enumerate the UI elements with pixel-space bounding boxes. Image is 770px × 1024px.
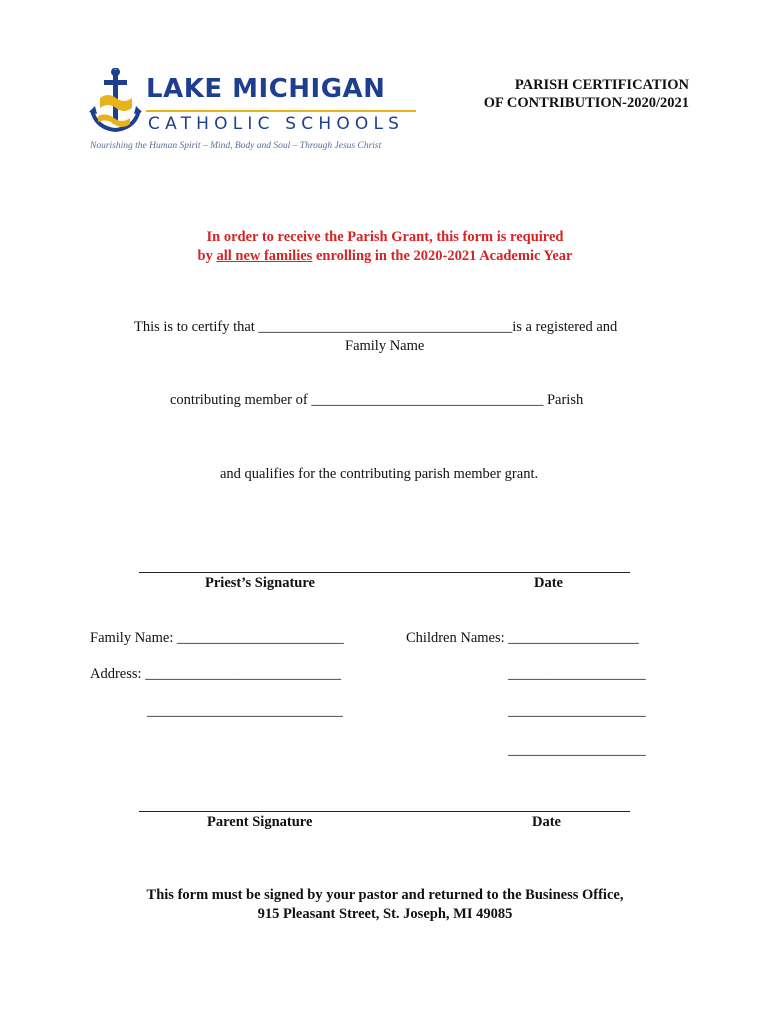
logo-subtitle: CATHOLIC SCHOOLS	[148, 114, 405, 134]
footer-instructions	[0, 886, 770, 924]
priest-date-label: Date	[534, 575, 563, 591]
priest-signature-line[interactable]	[139, 572, 630, 573]
footer-line1: This form must be signed by your pastor and returned to the Business Office,	[146, 887, 624, 903]
form-title	[484, 76, 689, 112]
parish-text-post: Parish	[543, 392, 584, 408]
parent-signature-line[interactable]	[139, 811, 630, 812]
footer-address: 915 Pleasant Street, St. Joseph, MI 49085	[257, 906, 513, 922]
parent-signature-label: Parent Signature	[207, 814, 313, 830]
logo-tagline: Nourishing the Human Spirit – Mind, Body and Soul – Through Jesus Christ	[90, 141, 382, 151]
notice-line2-post: enrolling in the 2020-2021 Academic Year	[312, 248, 573, 264]
qualifies-line: and qualifies for the contributing parish member grant.	[220, 466, 539, 482]
family-name-label: Family Name:	[90, 630, 174, 646]
form-title-line1: PARISH CERTIFICATION	[514, 77, 689, 93]
certify-line	[134, 319, 617, 336]
notice-line2	[0, 247, 770, 266]
form-title-line2: OF CONTRIBUTION-2020/2021	[483, 95, 689, 111]
family-name-field[interactable]: _______________________	[177, 630, 344, 646]
parish-name-blank[interactable]: ________________________________	[311, 392, 544, 408]
anchor-cross-icon	[88, 68, 144, 138]
logo-title: LAKE MICHIGAN	[146, 74, 386, 104]
certify-text-post: is a registered and	[512, 319, 618, 335]
parish-text-pre: contributing member of	[170, 392, 312, 408]
certify-text-pre: This is to certify that	[134, 319, 259, 335]
family-name-caption: Family Name	[345, 338, 425, 354]
logo-divider	[146, 110, 416, 112]
priest-signature-label: Priest’s Signature	[205, 575, 315, 591]
requirement-notice	[0, 228, 770, 266]
address-row	[90, 666, 341, 683]
parish-line	[170, 392, 583, 409]
children-name-field-1[interactable]: __________________	[508, 630, 639, 646]
notice-line2-pre: by	[197, 248, 217, 264]
children-name-field-2[interactable]: ___________________	[508, 666, 646, 682]
parent-date-label: Date	[532, 814, 561, 830]
address-field-2[interactable]: ___________________________	[147, 703, 343, 719]
notice-line1: In order to receive the Parish Grant, this form is required	[206, 229, 564, 245]
notice-underlined-text: all new families	[216, 248, 313, 264]
children-name-field-3[interactable]: ___________________	[508, 703, 646, 719]
family-name-row	[90, 630, 344, 647]
children-names-label: Children Names:	[406, 630, 505, 646]
children-name-field-4[interactable]: ___________________	[508, 742, 646, 758]
family-name-blank[interactable]: ___________________________________	[258, 319, 513, 335]
address-field-1[interactable]: ___________________________	[145, 666, 341, 682]
address-label: Address:	[90, 666, 142, 682]
children-names-row	[406, 630, 639, 647]
